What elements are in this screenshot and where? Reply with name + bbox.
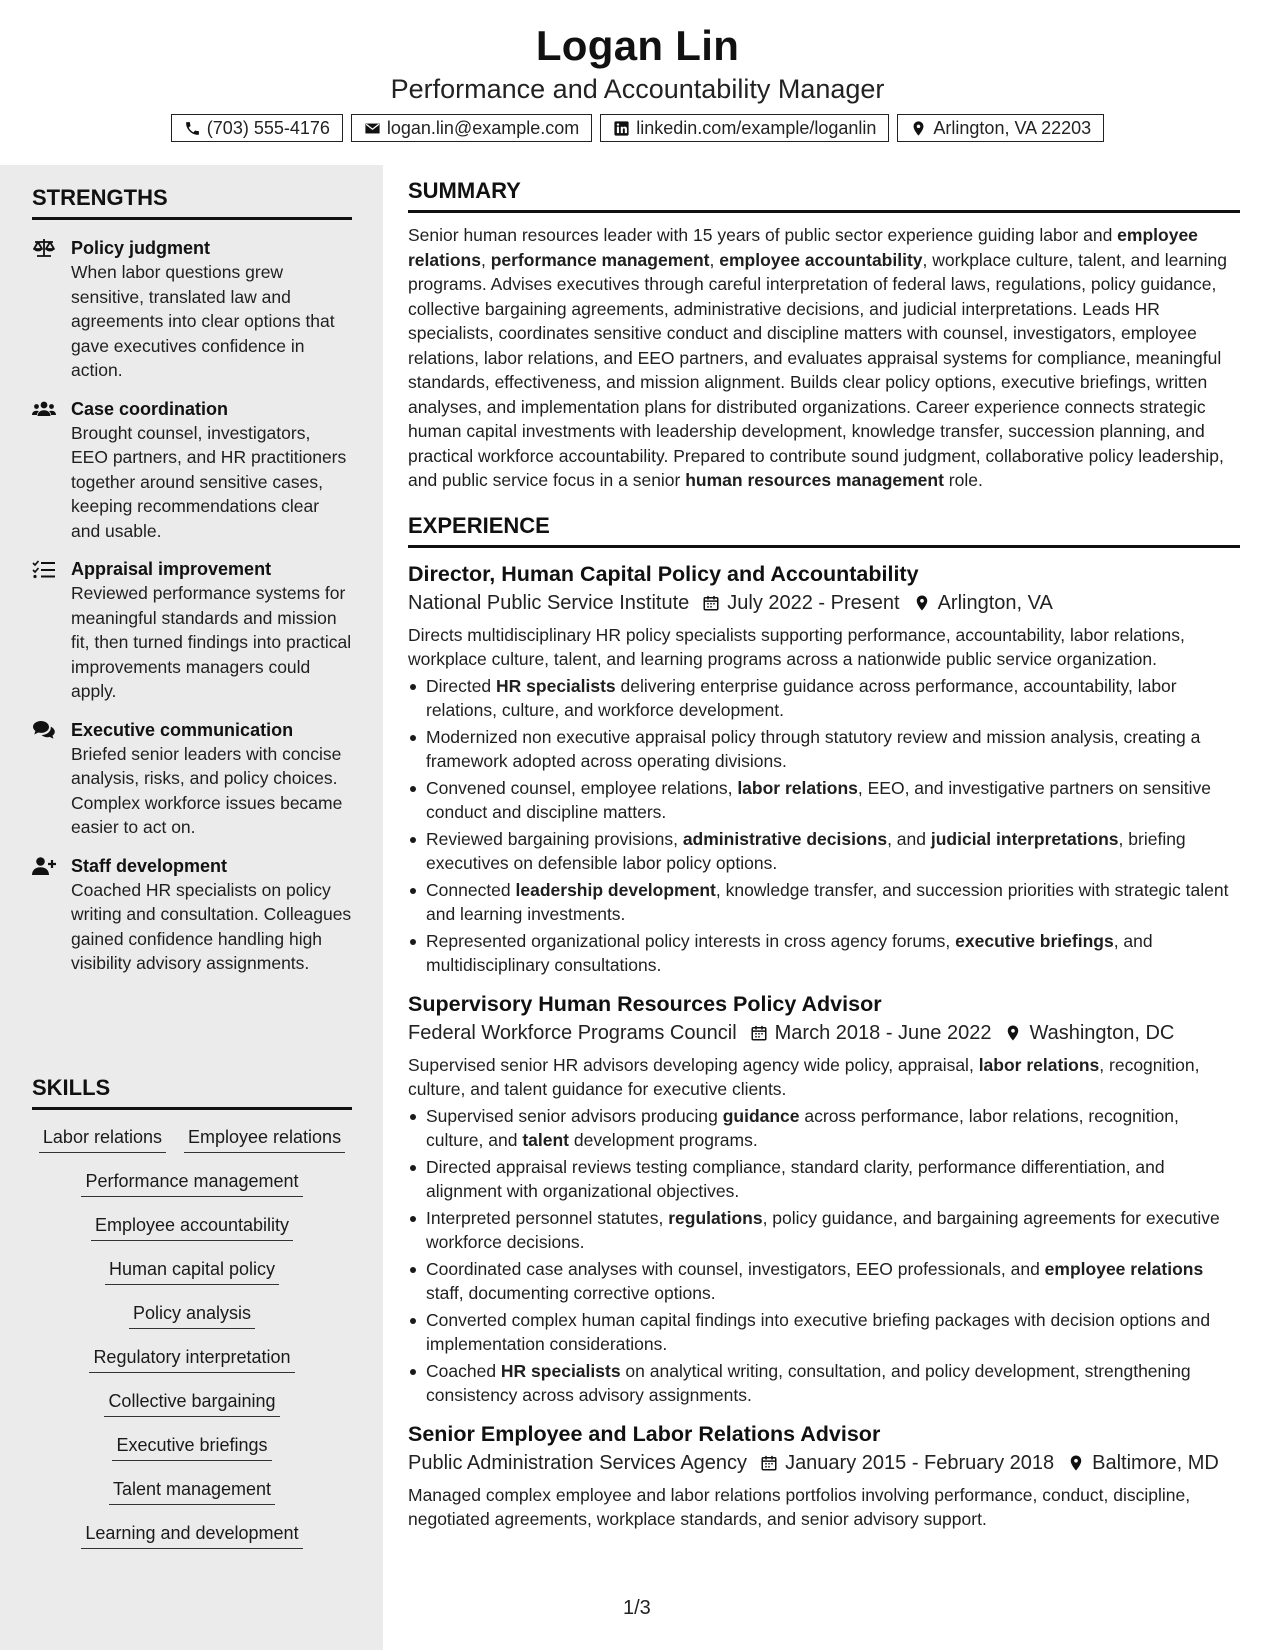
text-run: Managed complex employee and labor relations portfolios involving performance, conduct, discipline, negotiated agreements, workplace standards, and senior advisory support. <box>408 1484 1191 1529</box>
contact-email[interactable] <box>351 114 592 142</box>
job-location: Baltimore, MD <box>1092 1451 1219 1474</box>
job-meta <box>408 1018 1240 1048</box>
skill-tag: Human capital policy <box>105 1258 279 1285</box>
bullet-item <box>408 776 1240 825</box>
text-run: Converted complex human capital findings into executive briefing packages with decision options and implementation considerations. <box>426 1309 1211 1354</box>
text-run: , <box>709 249 720 270</box>
job-desc <box>408 1483 1240 1532</box>
text-run: Reviewed bargaining provisions, <box>426 828 683 849</box>
keyword-bold: human resources management <box>685 470 944 490</box>
linkedin-icon <box>613 120 630 137</box>
text-run: , workplace culture, talent, and learning programs. Advises executives through careful interpretation of federal laws, regulations, policy guidance, collective bargaining agreements, administrative decisions, and judicial interpretations. Leads HR specialists, coordinates sensitive conduct and discipline matters with counsel, investigators, employee relations, labor relations, and EEO partners, and evaluates appraisal systems for compliance, meaningful standards, effectiveness, and mission alignment. Builds clear policy options, executive briefings, written analyses, and implementation plans for distributed organizations. Career experience connects strategic human capital investments with leadership development, knowledge transfer, succession planning, and practical workforce accountability. Prepared to contribute sound judgment, collaborative policy leadership, and public service focus in a senior <box>408 249 1227 490</box>
summary-text <box>408 223 1240 493</box>
job-desc <box>408 623 1240 672</box>
contact-phone-text: (703) 555-4176 <box>206 117 330 138</box>
text-run: Directs multidisciplinary HR policy specialists supporting performance, accountability, labor relations, workplace culture, talent, and learning programs across a nationwide public service organization. <box>408 624 1185 669</box>
job-desc <box>408 1053 1240 1102</box>
job-dates: March 2018 - June 2022 <box>774 1021 992 1044</box>
location-pin-icon <box>1067 1454 1085 1472</box>
user-plus-icon <box>32 856 56 876</box>
envelope-icon <box>364 120 381 137</box>
skill-tag: Talent management <box>109 1478 275 1505</box>
job-dates: July 2022 - Present <box>727 591 900 614</box>
keyword-bold: talent <box>522 1130 569 1150</box>
job-meta <box>408 588 1240 618</box>
strength-desc: Briefed senior leaders with concise analysis, risks, and policy choices. Complex workforce issues became easier to act on. <box>71 743 343 837</box>
calendar-icon <box>702 594 720 612</box>
keyword-bold: employee accountability <box>719 249 923 270</box>
bullet-item <box>408 929 1240 978</box>
bullet-item <box>408 1308 1240 1357</box>
keyword-bold: HR specialists <box>500 1360 621 1381</box>
text-run: delivering enterprise guidance across performance, accountability, labor relations, culture, and workforce development. <box>426 675 1177 720</box>
text-run: , and <box>887 828 931 849</box>
sidebar <box>0 165 383 1650</box>
bullet-item <box>408 1206 1240 1255</box>
contact-email-text: logan.lin@example.com <box>386 117 580 138</box>
keyword-bold: regulations <box>668 1207 763 1228</box>
skill-tag: Collective bargaining <box>104 1390 279 1417</box>
job-org: Federal Workforce Programs Council <box>408 1021 737 1044</box>
text-run: Convened counsel, employee relations, <box>426 777 738 798</box>
keyword-bold: labor relations <box>737 777 858 798</box>
calendar-icon <box>760 1454 778 1472</box>
bullet-item <box>408 1257 1240 1306</box>
text-run: , recognition, culture, and talent guidance for executive clients. <box>408 1054 1200 1099</box>
job-org: National Public Service Institute <box>408 591 690 614</box>
skills-heading: SKILLS <box>32 1075 352 1110</box>
strengths-heading: STRENGTHS <box>32 185 352 220</box>
text-run: Coordinated case analyses with counsel, investigators, EEO professionals, and <box>426 1258 1045 1279</box>
bullet-item <box>408 1104 1240 1153</box>
skill-tag: Performance management <box>81 1170 302 1197</box>
calendar-icon <box>750 1024 768 1042</box>
text-run: on analytical writing, consultation, and policy development, strengthening consistency across advisory assignments. <box>426 1360 1191 1405</box>
text-run: Modernized non executive appraisal policy through statutory review and mission analysis, creating a framework adopted across operating divisions. <box>426 726 1201 771</box>
strength-title: Staff development <box>71 855 228 876</box>
text-run: Directed <box>426 675 497 696</box>
skill-tag: Labor relations <box>39 1126 166 1153</box>
contact-linkedin[interactable] <box>600 114 889 142</box>
text-run: development programs. <box>569 1130 758 1150</box>
text-run: , briefing executives on defensible labor policy options. <box>426 828 1186 873</box>
job-title: Senior Employee and Labor Relations Advisor <box>408 1421 881 1446</box>
candidate-title: Performance and Accountability Manager <box>390 74 885 104</box>
skills-section <box>32 1075 352 1549</box>
strength-desc: Reviewed performance systems for meaningful standards and mission fit, then turned findings into practical improvements managers could apply. <box>71 583 352 701</box>
skills-list <box>32 1126 352 1549</box>
bullet-item <box>408 827 1240 876</box>
job-location: Arlington, VA <box>937 591 1053 614</box>
chat-bubbles-icon <box>32 720 56 740</box>
summary-heading: SUMMARY <box>408 178 1240 213</box>
job-dates: January 2015 - February 2018 <box>785 1451 1055 1474</box>
job-entry <box>408 1420 1240 1532</box>
location-pin-icon <box>910 120 927 137</box>
job-entry <box>408 990 1240 1408</box>
main-content <box>408 178 1240 1534</box>
skill-tag: Employee relations <box>184 1126 345 1153</box>
strength-title: Appraisal improvement <box>71 559 272 579</box>
keyword-bold: guidance <box>722 1105 800 1126</box>
text-run: role. <box>943 470 983 490</box>
skill-tag: Learning and development <box>81 1522 302 1549</box>
contact-location-text: Arlington, VA 22203 <box>933 117 1092 138</box>
job-title: Supervisory Human Resources Policy Advisor <box>408 991 882 1016</box>
strength-desc: Coached HR specialists on policy writing and consultation. Colleagues gained confidence handling high visibility advisory assignments. <box>71 879 352 973</box>
strength-item <box>32 557 352 704</box>
keyword-bold: performance management <box>490 249 710 270</box>
experience-heading: EXPERIENCE <box>408 513 1240 548</box>
balance-scale-icon <box>32 238 56 258</box>
skill-tag: Policy analysis <box>129 1302 255 1329</box>
strength-desc: When labor questions grew sensitive, translated law and agreements into clear options that gave executives confidence in action. <box>71 262 335 380</box>
bullet-item <box>408 674 1240 723</box>
strength-item <box>32 236 352 383</box>
skill-tag: Executive briefings <box>112 1434 271 1461</box>
keyword-bold: executive briefings <box>955 930 1114 951</box>
strength-item <box>32 854 352 976</box>
strength-title: Executive communication <box>71 719 294 740</box>
text-run: across performance, labor relations, recognition, culture, and <box>426 1105 1179 1150</box>
bullet-item <box>408 878 1240 927</box>
keyword-bold: administrative decisions <box>682 828 888 849</box>
skill-tag: Regulatory interpretation <box>89 1346 294 1373</box>
candidate-name: Logan Lin <box>535 22 740 69</box>
text-run: Interpreted personnel statutes, <box>426 1207 669 1228</box>
location-pin-icon <box>1004 1024 1022 1042</box>
page-number: 1/3 <box>623 1597 651 1619</box>
text-run: Represented organizational policy interests in cross agency forums, <box>426 930 956 951</box>
checklist-icon <box>32 559 56 579</box>
keyword-bold: employee relations <box>1044 1258 1204 1279</box>
job-meta <box>408 1448 1240 1478</box>
bullet-item <box>408 725 1240 774</box>
people-group-icon <box>32 399 56 419</box>
location-pin-icon <box>913 594 931 612</box>
keyword-bold: labor relations <box>978 1054 1100 1075</box>
job-entry <box>408 560 1240 978</box>
strength-title: Policy judgment <box>71 238 211 258</box>
resume-header <box>0 0 1275 165</box>
job-title: Director, Human Capital Policy and Accountability <box>408 561 919 586</box>
keyword-bold: employee relations <box>408 225 1198 270</box>
text-run: , <box>480 249 491 270</box>
job-bullets <box>408 674 1240 978</box>
text-run: , EEO, and investigative partners on sensitive conduct and discipline matters. <box>426 777 1212 822</box>
contact-location <box>897 114 1104 142</box>
text-run: staff, documenting corrective options. <box>426 1283 716 1303</box>
text-run: Supervised senior advisors producing <box>426 1105 723 1126</box>
phone-icon <box>184 120 201 137</box>
text-run: Directed appraisal reviews testing compliance, standard clarity, performance differentiation, and alignment with organizational objectives. <box>426 1156 1165 1201</box>
keyword-bold: leadership development <box>515 879 716 900</box>
contact-linkedin-text: linkedin.com/example/loganlin <box>636 117 877 138</box>
text-run: Coached <box>426 1360 501 1381</box>
keyword-bold: HR specialists <box>496 675 616 696</box>
text-run: Supervised senior HR advisors developing agency wide policy, appraisal, <box>408 1054 979 1075</box>
bullet-item <box>408 1155 1240 1204</box>
strength-item <box>32 397 352 544</box>
strength-item <box>32 718 352 840</box>
skill-tag: Employee accountability <box>91 1214 293 1241</box>
job-bullets <box>408 1104 1240 1408</box>
job-location: Washington, DC <box>1029 1021 1175 1044</box>
contact-phone[interactable] <box>171 114 343 142</box>
strength-title: Case coordination <box>71 398 229 419</box>
strength-desc: Brought counsel, investigators, EEO partners, and HR practitioners together around sensitive cases, keeping recommendations clear and usable. <box>71 422 347 541</box>
text-run: Connected <box>426 879 516 900</box>
strengths-section <box>32 185 352 990</box>
job-org: Public Administration Services Agency <box>408 1451 748 1474</box>
text-run: , policy guidance, and bargaining agreements for executive workforce decisions. <box>426 1207 1220 1252</box>
text-run: , and multidisciplinary consultations. <box>426 930 1153 975</box>
bullet-item <box>408 1359 1240 1408</box>
keyword-bold: judicial interpretations <box>930 828 1119 849</box>
text-run: Senior human resources leader with 15 years of public sector experience guiding labor and <box>408 225 1118 245</box>
text-run: , knowledge transfer, and succession priorities with strategic talent and learning investments. <box>426 879 1229 924</box>
contact-bar <box>0 114 1275 142</box>
